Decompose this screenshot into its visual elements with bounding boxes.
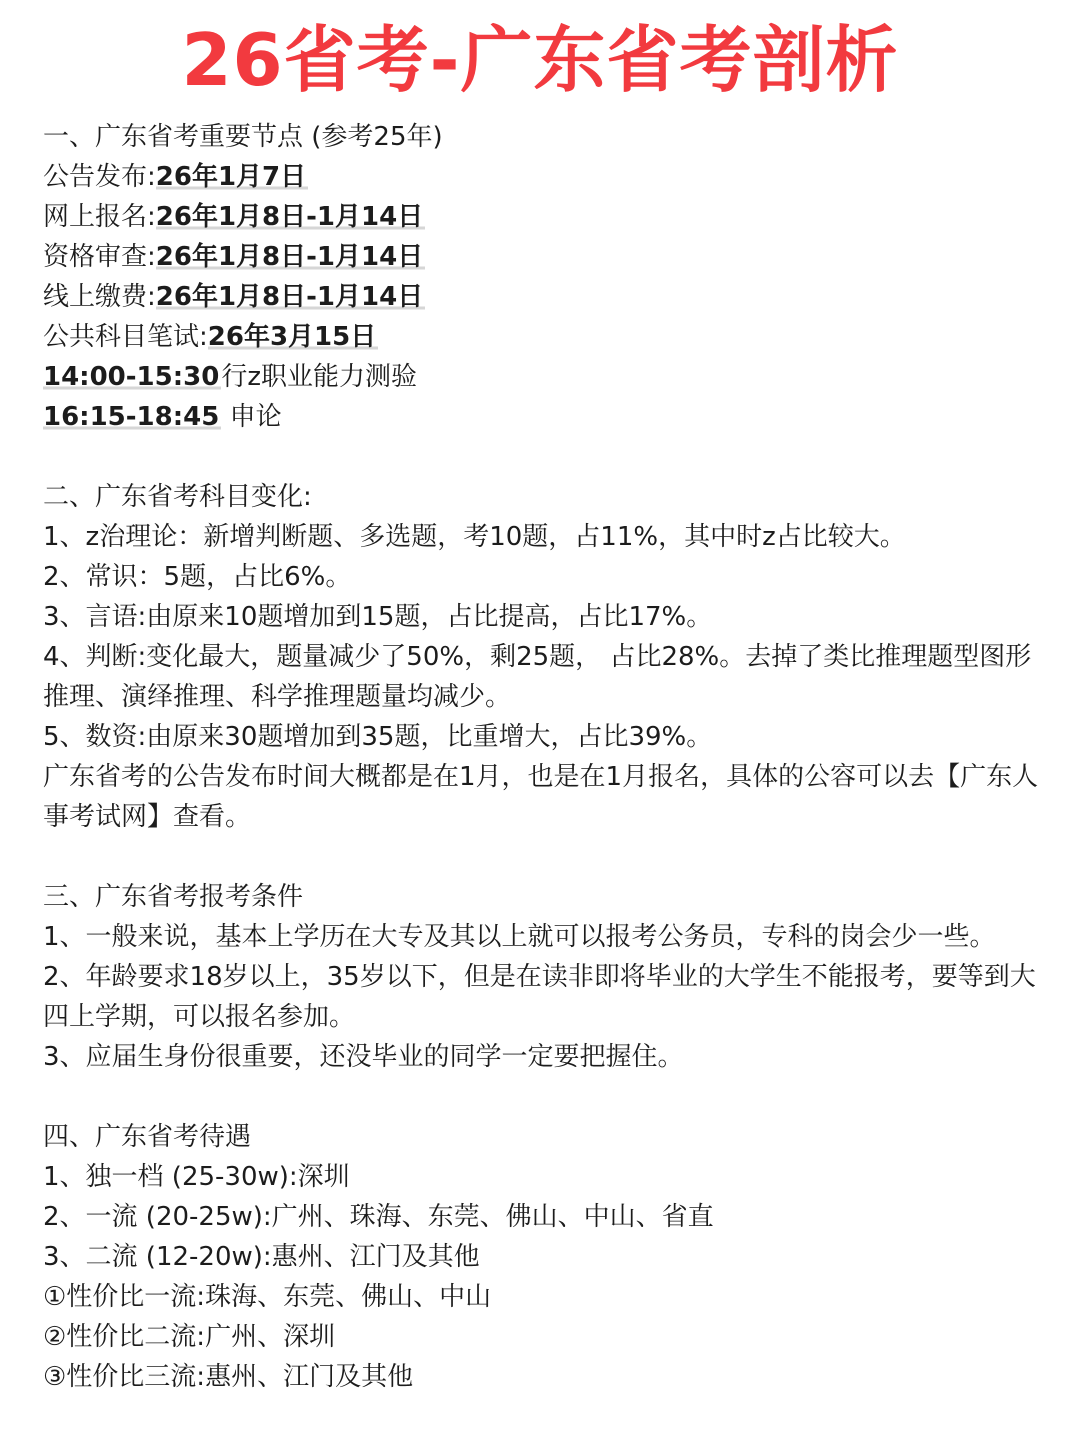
announcement-note: 广东省考的公告发布时间大概都是在1月，也是在1月报名，具体的公容可以去【广东人事考试网】查看。 [43,762,1039,832]
milestone-row [43,157,1053,197]
milestone-date: 26年1月7日 [155,162,307,192]
milestone-label: 资格审查: [43,242,156,272]
section-2-heading: 二、广东省考科目变化: [43,482,312,512]
spacer [43,1077,1053,1117]
milestone-row [43,317,1053,357]
salary-tier-item: 1、独一档 (25-30w):深圳 [43,1162,350,1192]
subject-change-item: 2、常识：5题，占比6%。 [43,562,352,592]
eligibility-item: 3、应届生身份很重要，还没毕业的同学一定要把握住。 [43,1042,684,1072]
exam-session-subject: 行z职业能力测验 [221,362,417,392]
exam-session-subject: 申论 [221,402,282,432]
milestone-date: 26年3月15日 [207,322,377,352]
section-4-heading: 四、广东省考待遇 [43,1122,252,1152]
milestone-label: 网上报名: [43,202,156,232]
salary-tier-item: 3、二流 (12-20w):惠州、江门及其他 [43,1242,480,1272]
milestone-row [43,197,1053,237]
milestone-row [43,277,1053,317]
spacer [43,837,1053,877]
salary-tier-item: 2、一流 (20-25w):广州、珠海、东莞、佛山、中山、省直 [43,1202,714,1232]
spacer [43,437,1053,477]
exam-session-row [43,397,1053,437]
exam-session-time: 14:00-15:30 [43,362,220,392]
value-tier-item: ③性价比三流:惠州、江门及其他 [43,1362,414,1392]
subject-change-item: 1、z治理论：新增判断题、多选题，考10题，占11%，其中时z占比较大。 [43,522,906,552]
subject-change-item: 5、数资:由原来30题增加到35题，比重增大，占比39%。 [43,722,713,752]
subject-change-item: 4、判断:变化最大，题量减少了50%，剩25题， 占比28%。去掉了类比推理题型图形推理、演绎推理、科学推理题量均减少。 [43,642,1032,712]
page-title: 26省考-广东省考剖析 [181,18,899,102]
milestone-date: 26年1月8日-1月14日 [155,202,424,232]
milestone-row [43,237,1053,277]
value-tier-item: ②性价比二流:广州、深圳 [43,1322,336,1352]
section-1-heading: 一、广东省考重要节点 (参考25年) [43,122,443,152]
milestone-label: 公告发布: [43,162,156,192]
milestone-date: 26年1月8日-1月14日 [155,282,424,312]
exam-session-time: 16:15-18:45 [43,402,220,432]
milestone-label: 线上缴费: [43,282,156,312]
eligibility-item: 2、年龄要求18岁以上，35岁以下，但是在读非即将毕业的大学生不能报考，要等到大四上学期，可以报名参加。 [43,962,1036,1032]
article-body [43,117,1053,1397]
value-tier-item: ①性价比一流:珠海、东莞、佛山、中山 [43,1282,492,1312]
eligibility-item: 1、一般来说，基本上学历在大专及其以上就可以报考公务员，专科的岗会少一些。 [43,922,996,952]
milestone-date: 26年1月8日-1月14日 [155,242,424,272]
exam-session-row [43,357,1053,397]
subject-change-item: 3、言语:由原来10题增加到15题，占比提高，占比17%。 [43,602,713,632]
milestone-label: 公共科目笔试: [43,322,208,352]
section-3-heading: 三、广东省考报考条件 [43,882,304,912]
